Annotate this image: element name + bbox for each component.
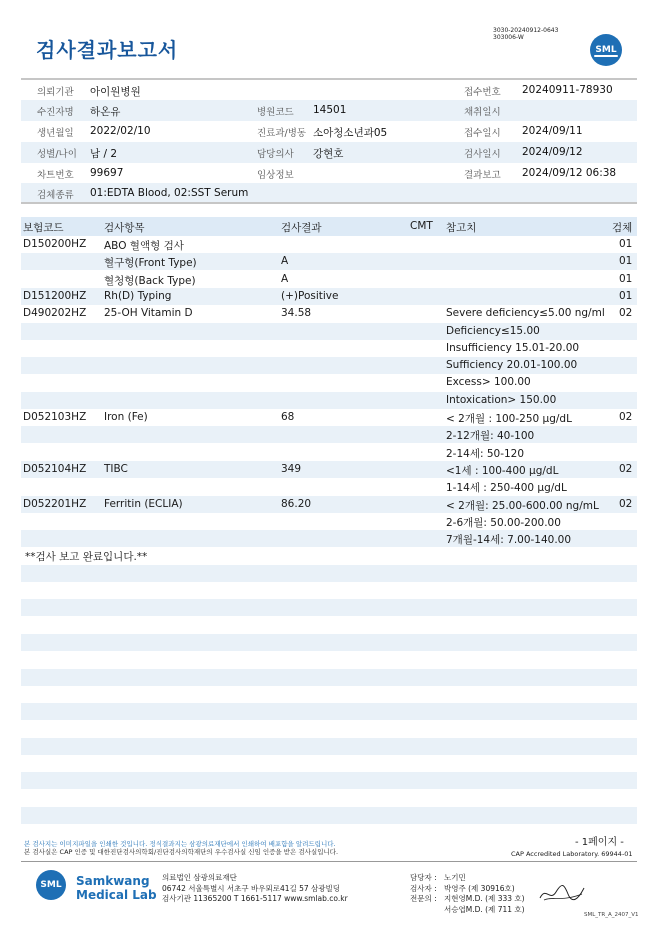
empty-row bbox=[21, 790, 637, 807]
client-label: 의뢰기관 bbox=[37, 87, 74, 98]
table-row bbox=[21, 288, 637, 305]
document-id bbox=[493, 27, 558, 41]
cell-result: (+)Positive bbox=[281, 289, 339, 302]
org-line: 의료법인 삼광의료재단 bbox=[162, 873, 237, 882]
table-row bbox=[21, 513, 637, 530]
cell-reference: 7개월-14세: 7.00-140.00 bbox=[446, 534, 572, 547]
table-row bbox=[21, 461, 637, 478]
cell-name: 혈구형(Front Type) bbox=[104, 257, 197, 270]
cell-result: 68 bbox=[281, 411, 295, 423]
cell-name: 25-OH Vitamin D bbox=[104, 307, 193, 320]
cell-specimen: 01 bbox=[619, 272, 633, 285]
empty-row bbox=[21, 599, 637, 616]
org-line: 검사기관 11365200 T 1661-5117 www.smlab.co.kr bbox=[162, 894, 348, 903]
birth-label: 생년월일 bbox=[37, 128, 74, 139]
brand-line: Samkwang bbox=[76, 874, 150, 888]
empty-row bbox=[21, 720, 637, 737]
chart-label: 차트번호 bbox=[37, 170, 74, 181]
info-row-chart bbox=[21, 163, 637, 184]
empty-row bbox=[21, 565, 637, 582]
cell-reference: Insufficiency 15.01-20.00 bbox=[446, 341, 580, 354]
cell-result: 86.20 bbox=[281, 497, 312, 510]
cell-specimen: 02 bbox=[619, 462, 633, 475]
col-ref: 참고치 bbox=[446, 222, 477, 234]
empty-row bbox=[21, 738, 637, 755]
cell-specimen: 01 bbox=[619, 238, 633, 250]
cell-reference: 2-14세: 50-120 bbox=[446, 447, 525, 460]
patient-label: 수진자명 bbox=[37, 107, 74, 118]
cell-name: Rh(D) Typing bbox=[104, 289, 172, 302]
empty-row bbox=[21, 634, 637, 651]
empty-row bbox=[21, 755, 637, 772]
empty-row bbox=[21, 686, 637, 703]
info-row-birth bbox=[21, 121, 637, 142]
staff-name: 지현영M.D. (제 333 호) bbox=[444, 894, 525, 903]
cell-reference: <1세 : 100-400 μg/dL bbox=[446, 464, 559, 477]
col-name: 검사항목 bbox=[104, 222, 145, 234]
receipt-no-label: 접수번호 bbox=[464, 87, 501, 98]
table-row bbox=[21, 444, 637, 461]
sex-age-label: 성별/나이 bbox=[37, 149, 77, 160]
table-row bbox=[21, 374, 637, 391]
cell-name: Iron (Fe) bbox=[104, 411, 148, 423]
table-row bbox=[21, 478, 637, 495]
page-number: - 1페이지 - bbox=[575, 837, 624, 848]
signature-icon bbox=[538, 880, 588, 906]
staff-label: 전문의 : bbox=[410, 894, 437, 903]
table-row bbox=[21, 340, 637, 357]
report-title: 검사결과보고서 bbox=[36, 38, 179, 62]
birth-value: 2022/02/10 bbox=[90, 125, 151, 137]
cell-result: A bbox=[281, 272, 289, 285]
table-row bbox=[21, 271, 637, 288]
receipt-no-value: 20240911-78930 bbox=[522, 84, 613, 96]
cell-name: Ferritin (ECLIA) bbox=[104, 497, 183, 510]
info-row-specimen bbox=[21, 183, 637, 204]
report-end-note bbox=[21, 547, 637, 564]
received-value: 2024/09/11 bbox=[522, 125, 583, 137]
cell-reference: Excess> 100.00 bbox=[446, 376, 531, 389]
sml-logo: SML bbox=[590, 34, 622, 66]
footer-note: 본 검사실은 CAP 인증 및 대한진단검사의학회/진단검사의학재단의 우수검사실 신임 인증을 받은 검사실입니다. bbox=[24, 848, 339, 856]
staff-name: 노기민 bbox=[444, 873, 466, 882]
table-row bbox=[21, 392, 637, 409]
cell-reference: Sufficiency 20.01-100.00 bbox=[446, 359, 578, 372]
cell-result: 34.58 bbox=[281, 307, 312, 320]
cell-name: ABO 혈액형 검사 bbox=[104, 240, 184, 252]
col-cmt: CMT bbox=[410, 220, 433, 232]
empty-row bbox=[21, 617, 637, 634]
cell-reference: 2-6개월: 50.00-200.00 bbox=[446, 516, 561, 529]
dept-label: 진료과/병동 bbox=[257, 128, 307, 139]
table-row bbox=[21, 253, 637, 270]
col-specimen: 검체 bbox=[612, 222, 633, 234]
cell-code: D052104HZ bbox=[23, 462, 87, 475]
empty-row bbox=[21, 651, 637, 668]
doctor-label: 담당의사 bbox=[257, 149, 294, 160]
staff-info bbox=[410, 873, 525, 915]
empty-row bbox=[21, 582, 637, 599]
organization-info bbox=[162, 873, 348, 905]
info-row-client bbox=[21, 80, 637, 101]
chart-value: 99697 bbox=[90, 167, 124, 179]
clinical-label: 임상정보 bbox=[257, 170, 294, 181]
cell-code: D052103HZ bbox=[23, 411, 87, 423]
staff-name: 박영주 (제 30916호) bbox=[444, 883, 515, 893]
sex-age-value: 남 / 2 bbox=[90, 148, 118, 160]
cell-specimen: 01 bbox=[619, 289, 633, 302]
document-id-line: 3030-20240912-0643 bbox=[493, 27, 559, 34]
specimen-value: 01:EDTA Blood, 02:SST Serum bbox=[90, 187, 249, 199]
brand-name bbox=[76, 874, 157, 902]
form-code: SML_TR_A_2407_V1 bbox=[584, 912, 639, 918]
footer-notes bbox=[24, 840, 338, 856]
cell-reference: 2-12개월: 40-100 bbox=[446, 430, 535, 443]
received-label: 접수일시 bbox=[464, 128, 501, 139]
cell-result: 349 bbox=[281, 462, 302, 475]
table-row bbox=[21, 496, 637, 513]
cell-reference: Severe deficiency≤5.00 ng/ml bbox=[446, 307, 605, 320]
cell-code: D150200HZ bbox=[23, 238, 87, 250]
staff-label: 담당자 : bbox=[410, 873, 437, 882]
dept-value: 소아청소년과05 bbox=[313, 127, 388, 139]
cell-specimen: 02 bbox=[619, 307, 633, 320]
table-row bbox=[21, 236, 637, 253]
client-value: 아이원병원 bbox=[90, 86, 141, 98]
cell-result: A bbox=[281, 255, 289, 268]
cell-reference: < 2개월 : 100-250 μg/dL bbox=[446, 413, 572, 425]
hospital-code-label: 병원코드 bbox=[257, 107, 294, 118]
empty-row bbox=[21, 703, 637, 720]
cell-code: D052201HZ bbox=[23, 497, 87, 510]
col-result: 검사결과 bbox=[281, 222, 322, 234]
hospital-code-value: 14501 bbox=[313, 104, 347, 116]
doctor-value: 강현호 bbox=[313, 148, 344, 160]
end-note-text: **검사 보고 완료입니다.** bbox=[25, 551, 148, 564]
report-label: 결과보고 bbox=[464, 170, 501, 181]
specimen-label: 검체종류 bbox=[37, 190, 74, 201]
cell-specimen: 02 bbox=[619, 411, 633, 423]
table-row bbox=[21, 323, 637, 340]
col-code: 보험코드 bbox=[23, 222, 64, 234]
footer-note: 본 검사지는 이미지파일을 인쇄한 것입니다. 정식결과지는 삼광의료재단에서 인쇄하여 배포함을 알려드립니다. bbox=[24, 840, 336, 848]
patient-value: 하온유 bbox=[90, 106, 121, 118]
table-row bbox=[21, 305, 637, 322]
table-row bbox=[21, 426, 637, 443]
cell-name: TIBC bbox=[104, 462, 128, 475]
report-value: 2024/09/12 06:38 bbox=[522, 167, 617, 179]
info-row-sex-age bbox=[21, 142, 637, 163]
empty-row bbox=[21, 669, 637, 686]
brand-line: Medical Lab bbox=[76, 888, 157, 902]
results-table-header bbox=[21, 217, 637, 236]
info-row-patient bbox=[21, 100, 637, 121]
table-row bbox=[21, 357, 637, 374]
staff-name: 서승엽M.D. (제 711 호) bbox=[444, 904, 525, 914]
cell-reference: Intoxication> 150.00 bbox=[446, 393, 557, 406]
table-row bbox=[21, 409, 637, 426]
cell-reference: 1-14세 : 250-400 μg/dL bbox=[446, 482, 567, 495]
test-date-label: 검사일시 bbox=[464, 149, 501, 160]
org-line: 06742 서울특별시 서초구 바우뫼로41길 57 삼광빌딩 bbox=[162, 883, 341, 893]
info-divider bbox=[21, 202, 637, 204]
cell-specimen: 02 bbox=[619, 497, 633, 510]
empty-row bbox=[21, 807, 637, 824]
empty-row bbox=[21, 772, 637, 789]
document-id-line: 303006-W bbox=[493, 34, 524, 41]
cap-accreditation: CAP Accredited Laboratory. 69944-01 bbox=[511, 850, 633, 858]
footer-divider bbox=[21, 861, 637, 862]
cell-code: D490202HZ bbox=[23, 307, 87, 320]
cell-reference: Deficiency≤15.00 bbox=[446, 324, 540, 337]
sml-footer-logo: SML bbox=[36, 870, 66, 900]
cell-code: D151200HZ bbox=[23, 289, 87, 302]
test-date-value: 2024/09/12 bbox=[522, 146, 583, 158]
cell-name: 혈청형(Back Type) bbox=[104, 274, 196, 287]
cell-reference: < 2개월: 25.00-600.00 ng/mL bbox=[446, 499, 599, 512]
collect-date-label: 채취일시 bbox=[464, 107, 501, 118]
staff-label: 검사자 : bbox=[410, 883, 437, 893]
table-row bbox=[21, 530, 637, 547]
cell-specimen: 01 bbox=[619, 255, 633, 268]
